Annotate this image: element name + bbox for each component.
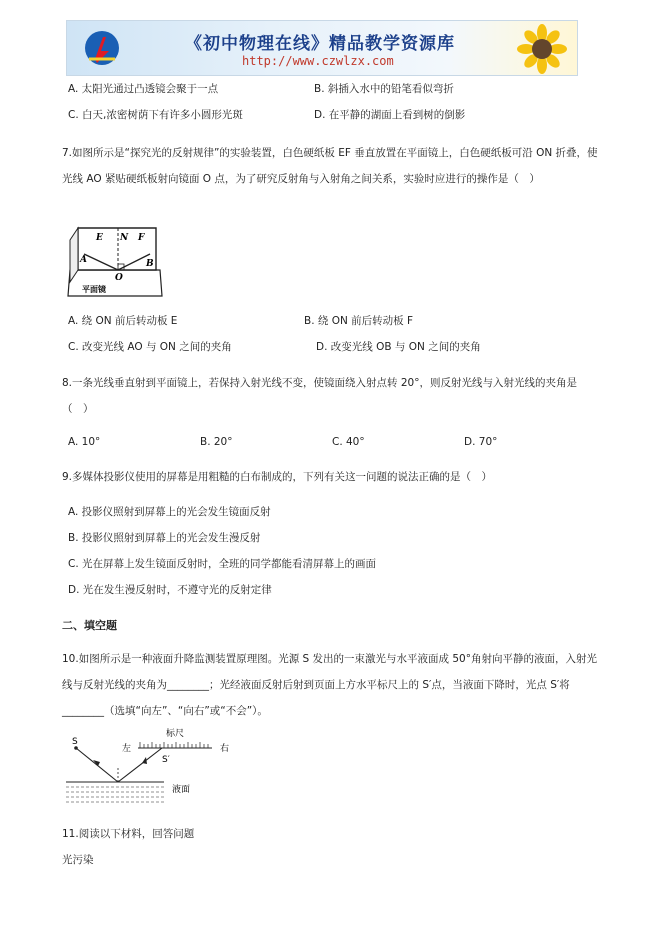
label-ruler: 标尺 xyxy=(166,729,185,739)
label-s-prime: S′ xyxy=(162,755,170,765)
q11-stem: 11.阅读以下材料，回答问题 xyxy=(62,828,195,840)
label-right: 右 xyxy=(220,744,230,754)
sunflower-icon xyxy=(513,23,571,75)
q7-option-a: A. 绕 ON 前后转动板 E xyxy=(68,315,178,327)
q6-option-d: D. 在平静的湖面上看到树的倒影 xyxy=(314,109,466,121)
q8-stem: 8.一条光线垂直射到平面镜上，若保持入射光线不变，使镜面绕入射点转 20°，则反射光线与入射光线的夹角是（ ） xyxy=(62,377,577,415)
q8-option-d: D. 70° xyxy=(464,436,498,448)
section-heading: 二、填空题 xyxy=(62,619,117,632)
label-f: F xyxy=(138,233,145,243)
liquid-body xyxy=(66,787,164,802)
q10-figure xyxy=(62,726,232,810)
q9-option-c: C. 光在屏幕上发生镜面反射时，全班的同学都能看清屏幕上的画面 xyxy=(68,558,377,570)
label-n: N xyxy=(120,233,129,243)
q11-title: 光污染 xyxy=(62,854,94,866)
label-a: A xyxy=(80,255,87,265)
logo-icon xyxy=(83,29,121,67)
q6-option-c: C. 白天,浓密树荫下有许多小圆形光斑 xyxy=(68,109,243,121)
q10-stem: 10.如图所示是一种液面升降监测装置原理图。光源 S 发出的一束激光与水平液面成 50°角射向平静的液面，入射光线与反射光线的夹角为________；光经液面反射后射到页面上方水平标尺上的 S′点，当液面下降时，光点 S′将________（选填“向左”、“向右”或“不会”）。 xyxy=(62,653,597,717)
label-mirror: 平面镜 xyxy=(82,285,106,294)
label-e: E xyxy=(96,233,103,243)
ruler-ticks xyxy=(140,742,208,748)
q7-option-c: C. 改变光线 AO 与 ON 之间的夹角 xyxy=(68,341,232,353)
banner-title: 《初中物理在线》精品教学资源库 xyxy=(185,34,455,54)
label-left: 左 xyxy=(122,744,132,754)
label-b: B xyxy=(146,259,154,269)
q8-option-b: B. 20° xyxy=(200,436,233,448)
q9-stem: 9.多媒体投影仪使用的屏幕是用粗糙的白布制成的，下列有关这一问题的说法正确的是（ ） xyxy=(62,471,493,483)
q8-option-c: C. 40° xyxy=(332,436,365,448)
q7-option-b: B. 绕 ON 前后转动板 F xyxy=(304,315,414,327)
q6-option-b: B. 斜插入水中的铅笔看似弯折 xyxy=(314,83,454,95)
q7-figure xyxy=(66,224,166,298)
q8-option-a: A. 10° xyxy=(68,436,101,448)
q9-option-a: A. 投影仪照射到屏幕上的光会发生镜面反射 xyxy=(68,506,271,518)
header-banner xyxy=(66,20,578,76)
q9-option-b: B. 投影仪照射到屏幕上的光会发生漫反射 xyxy=(68,532,261,544)
q7-stem: 7.如图所示是“探究光的反射规律”的实验装置，白色硬纸板 EF 垂直放置在平面镜上，白色硬纸板可沿 ON 折叠，使光线 AO 紧贴硬纸板射向镜面 O 点，为了研究反射角与入射角之间关系，实验时应进行的操作是（ ） xyxy=(62,147,598,185)
banner-url: http://www.czwlzx.com xyxy=(242,54,394,68)
q6-option-a: A. 太阳光通过凸透镜会聚于一点 xyxy=(68,83,219,95)
label-s: S xyxy=(72,737,78,747)
reflected-arrow-icon xyxy=(142,757,147,764)
label-liquid: 液面 xyxy=(172,785,191,795)
label-o: O xyxy=(115,273,123,283)
q7-option-d: D. 改变光线 OB 与 ON 之间的夹角 xyxy=(316,341,481,353)
incident-ray xyxy=(76,748,118,782)
q9-option-d: D. 光在发生漫反射时，不遵守光的反射定律 xyxy=(68,584,272,596)
